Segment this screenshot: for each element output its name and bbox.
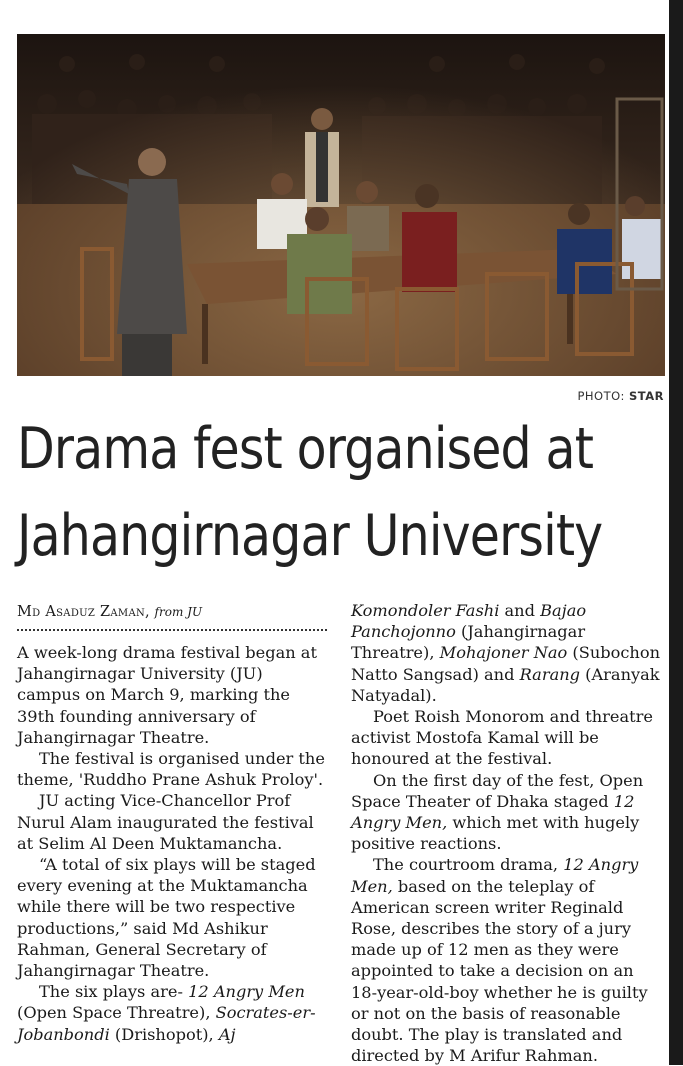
byline-from: from JU xyxy=(154,605,203,619)
paragraph-6: Poet Roish Monorom and threatre activist Mostofa Kamal will be honoured at the festival. xyxy=(351,707,653,769)
stage-photo-icon xyxy=(17,34,665,376)
paragraph-1: A week-long drama festival began at Jahangirnagar University (JU) campus on March 9, marking the 39th founding anniversary of Jahangirnagar Theatre. xyxy=(17,643,317,747)
article-column-1 xyxy=(17,642,329,1045)
paragraph-2: The festival is organised under the theme, 'Ruddho Prane Ashuk Proloy'. xyxy=(17,749,325,790)
photo-credit-source: STAR xyxy=(629,389,664,403)
paragraph-7: On the first day of the fest, Open Space Theater of Dhaka staged 12 Angry Men, which met with hugely positive reactions. xyxy=(351,770,644,854)
article-column-2 xyxy=(351,600,663,1066)
paragraph-4: “A total of six plays will be staged every evening at the Muktamancha while there will be two respective productions,” said Md Ashikur Rahman, General Secretary of Jahangirnagar Theatre. xyxy=(17,855,316,981)
page-edge-bar xyxy=(669,0,683,1065)
byline xyxy=(17,604,202,620)
headline xyxy=(17,406,603,580)
paragraph-8: The courtroom drama, 12 Angry Men, based on the teleplay of American screen writer Reginald Rose, describes the story of a jury made up of 12 men as they were appointed to take a decision on an 18-year-old-boy whether he is guilty or not on the basis of reasonable doubt. The play is translated and directed by M Arifur Rahman. xyxy=(351,855,648,1066)
byline-author: Md Asaduz Zaman, xyxy=(17,604,150,620)
stage-photo xyxy=(17,34,665,376)
paragraph-5-continued: Komondoler Fashi and Bajao Panchojonno (Jahangirnagar Threatre), Mohajoner Nao (Subochon Natto Sangsad) and Rarang (Aranyak Natyadal). xyxy=(351,601,661,705)
photo-credit-label: PHOTO: xyxy=(577,389,625,403)
headline-line-2: Jahangirnagar University xyxy=(17,503,603,569)
headline-line-1: Drama fest organised at xyxy=(17,416,594,482)
photo-credit xyxy=(577,389,664,403)
paragraph-5: The six plays are- 12 Angry Men (Open Space Threatre), Socrates-er-Jobanbondi (Drishopot), Aj xyxy=(17,982,316,1044)
byline-divider xyxy=(17,629,327,631)
paragraph-3: JU acting Vice-Chancellor Prof Nurul Alam inaugurated the festival at Selim Al Deen Muktamancha. xyxy=(17,791,314,853)
